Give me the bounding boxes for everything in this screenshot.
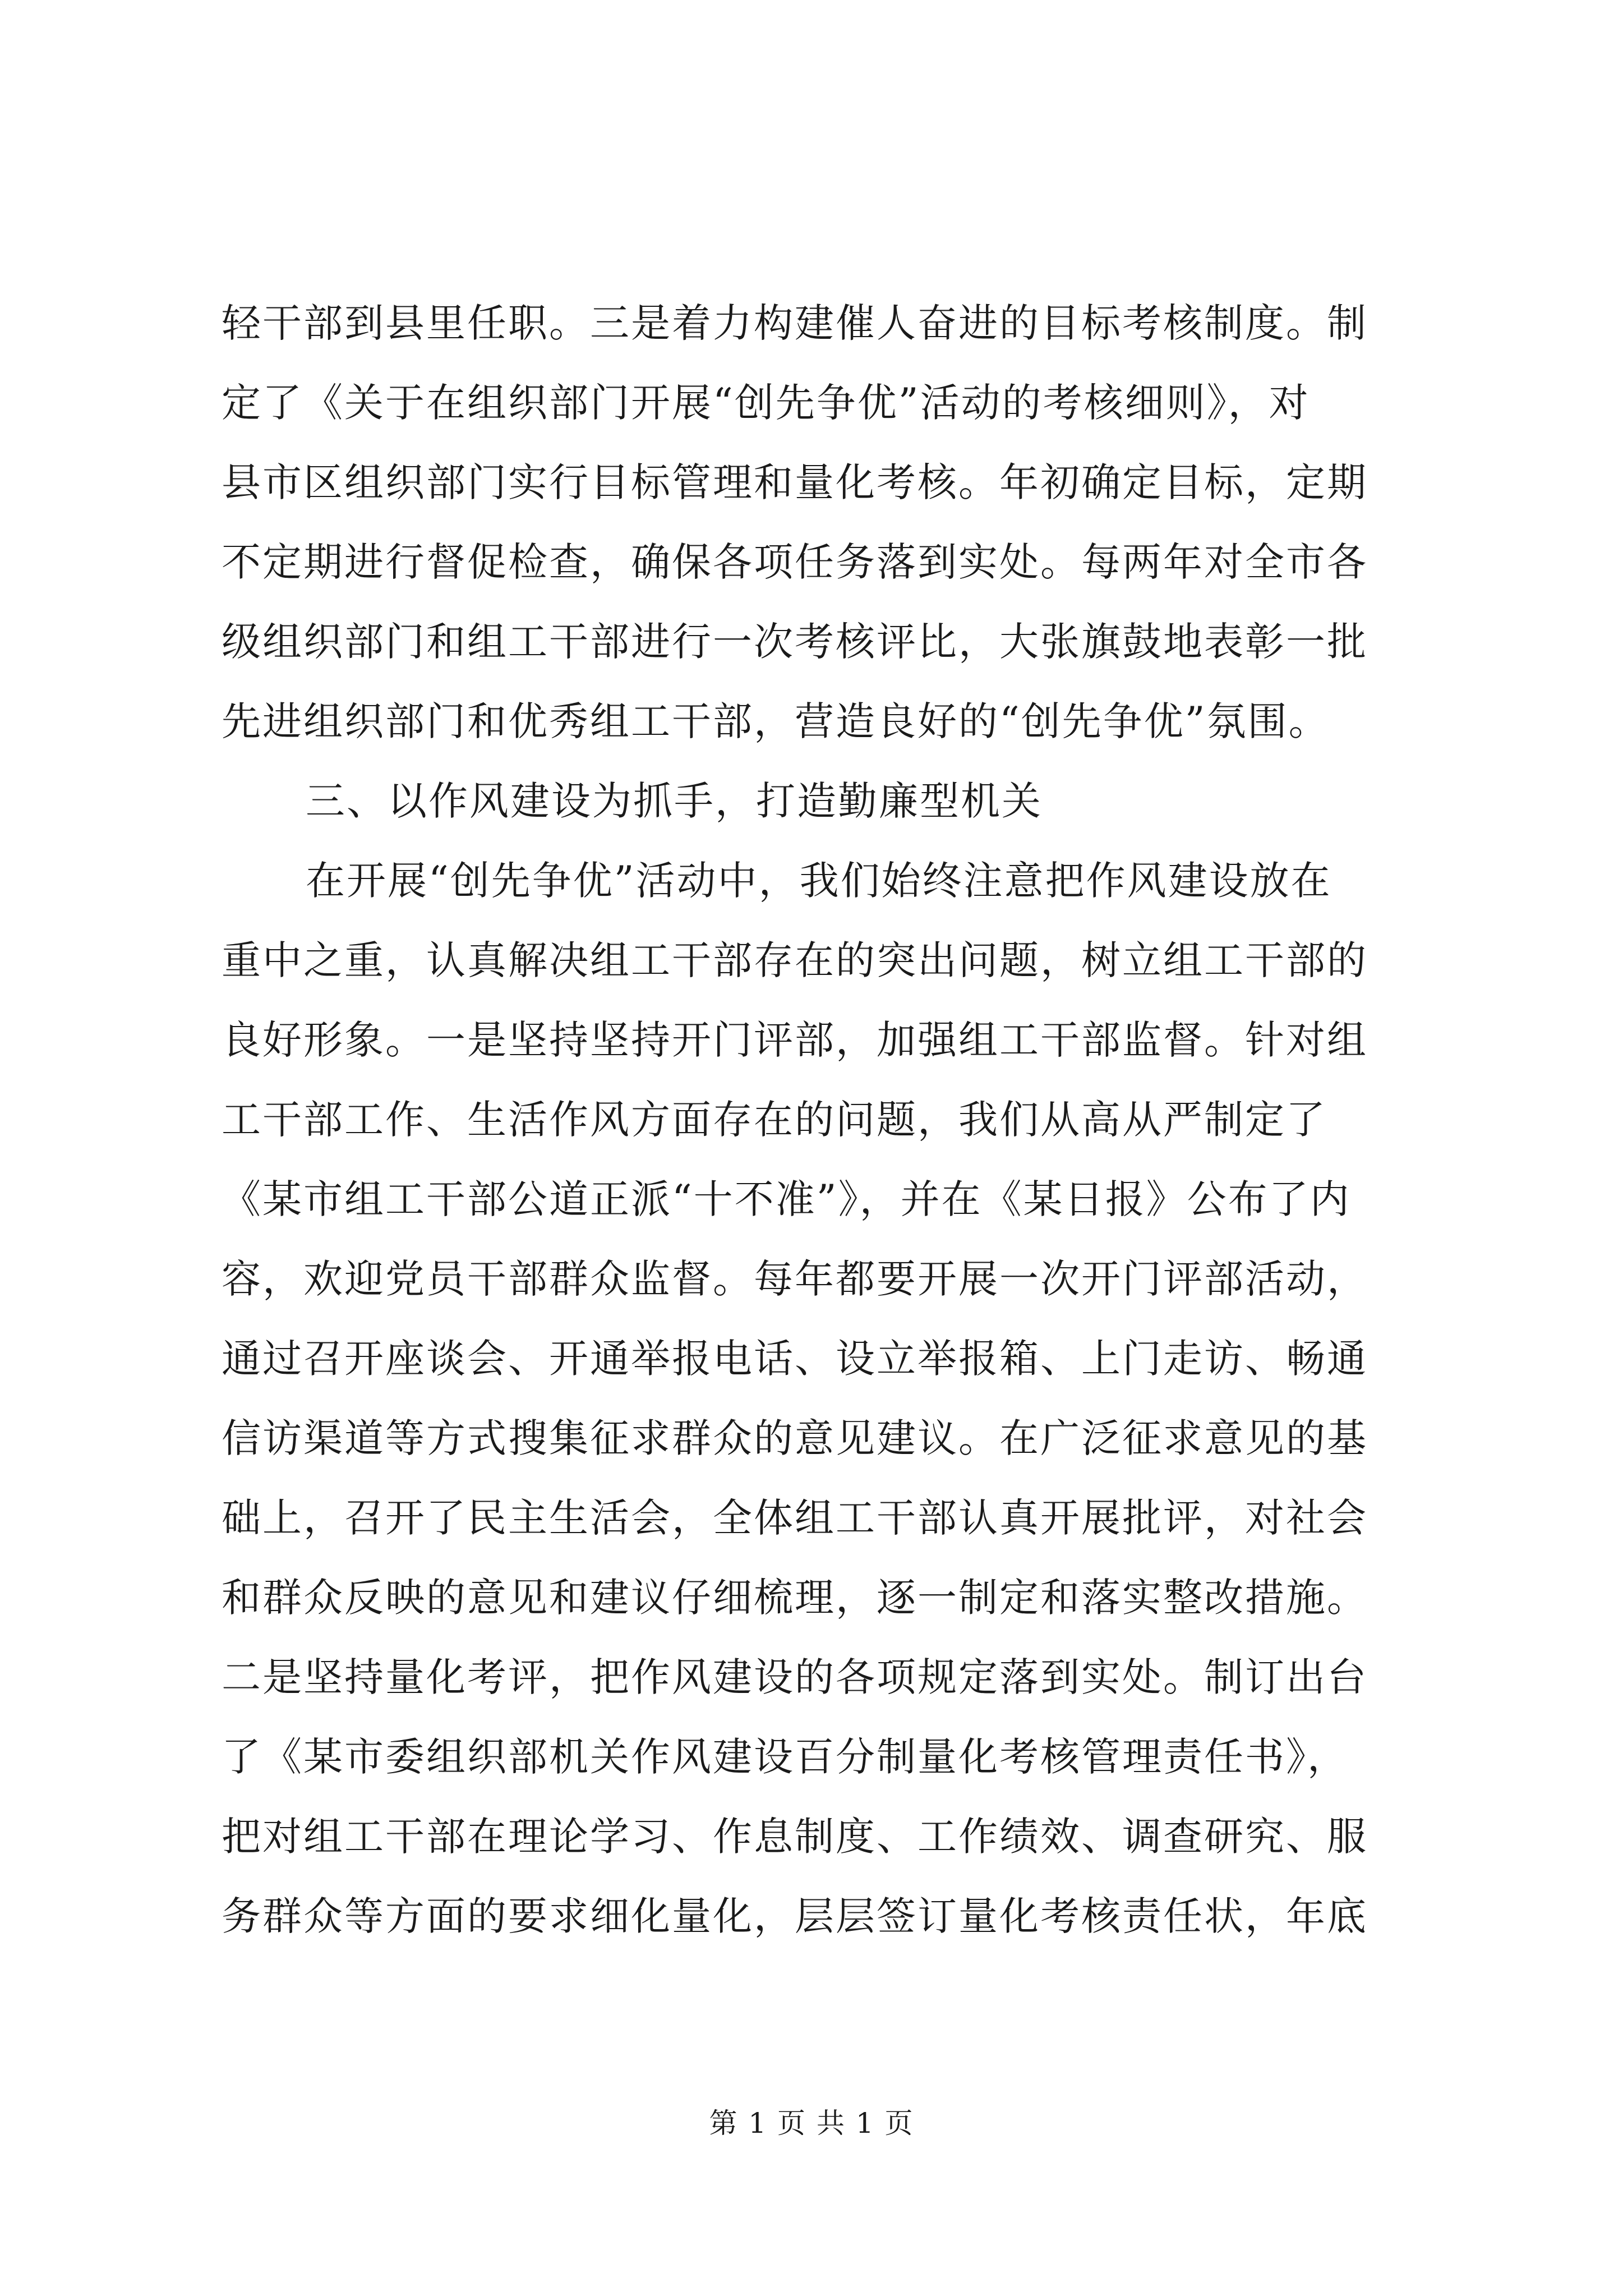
page-footer: 第 1 页 共 1 页 (709, 2107, 914, 2139)
text-line: 二是坚持量化考评，把作风建设的各项规定落到实处。制订出台 (222, 1654, 1368, 1700)
text-line: 不定期进行督促检查，确保各项任务落到实处。每两年对全市各 (222, 539, 1368, 585)
text-line: 容，欢迎党员干部群众监督。每年都要开展一次开门评部活动， (222, 1256, 1368, 1302)
text-line: 先进组织部门和优秀组工干部，营造良好的“创先争优”氛围。 (222, 698, 1330, 744)
text-line: 县市区组织部门实行目标管理和量化考核。年初确定目标，定期 (222, 459, 1368, 505)
text-line: 信访渠道等方式搜集征求群众的意见建议。在广泛征求意见的基 (222, 1415, 1368, 1461)
text-line: 础上，召开了民主生活会，全体组工干部认真开展批评，对社会 (222, 1495, 1368, 1541)
text-line: 通过召开座谈会、开通举报电话、设立举报箱、上门走访、畅通 (222, 1336, 1368, 1382)
text-line: 定了《关于在组织部门开展“创先争优”活动的考核细则》，对 (222, 380, 1310, 426)
text-line: 良好形象。一是坚持坚持开门评部，加强组工干部监督。针对组 (222, 1017, 1368, 1063)
text-line: 和群众反映的意见和建议仔细梳理，逐一制定和落实整改措施。 (222, 1575, 1368, 1621)
text-line: 务群众等方面的要求细化量化，层层签订量化考核责任状，年底 (222, 1893, 1368, 1939)
document-body (222, 283, 1422, 1956)
text-line: 重中之重，认真解决组工干部存在的突出问题，树立组工干部的 (222, 937, 1368, 983)
text-line: 级组织部门和组工干部进行一次考核评比，大张旗鼓地表彰一批 (222, 619, 1368, 665)
text-line: 工干部工作、生活作风方面存在的问题，我们从高从严制定了 (222, 1097, 1327, 1143)
text-line: 了《某市委组织部机关作风建设百分制量化考核管理责任书》， (222, 1734, 1348, 1780)
text-line: 轻干部到县里任职。三是着力构建催人奋进的目标考核制度。制 (222, 300, 1368, 346)
section-heading: 三、以作风建设为抓手，打造勤廉型机关 (306, 778, 1043, 824)
text-line: 在开展“创先争优”活动中，我们始终注意把作风建设放在 (306, 858, 1332, 904)
text-line: 《某市组工干部公道正派“十不准”》，并在《某日报》公布了内 (222, 1176, 1351, 1222)
text-line: 把对组工干部在理论学习、作息制度、工作绩效、调查研究、服 (222, 1814, 1368, 1860)
